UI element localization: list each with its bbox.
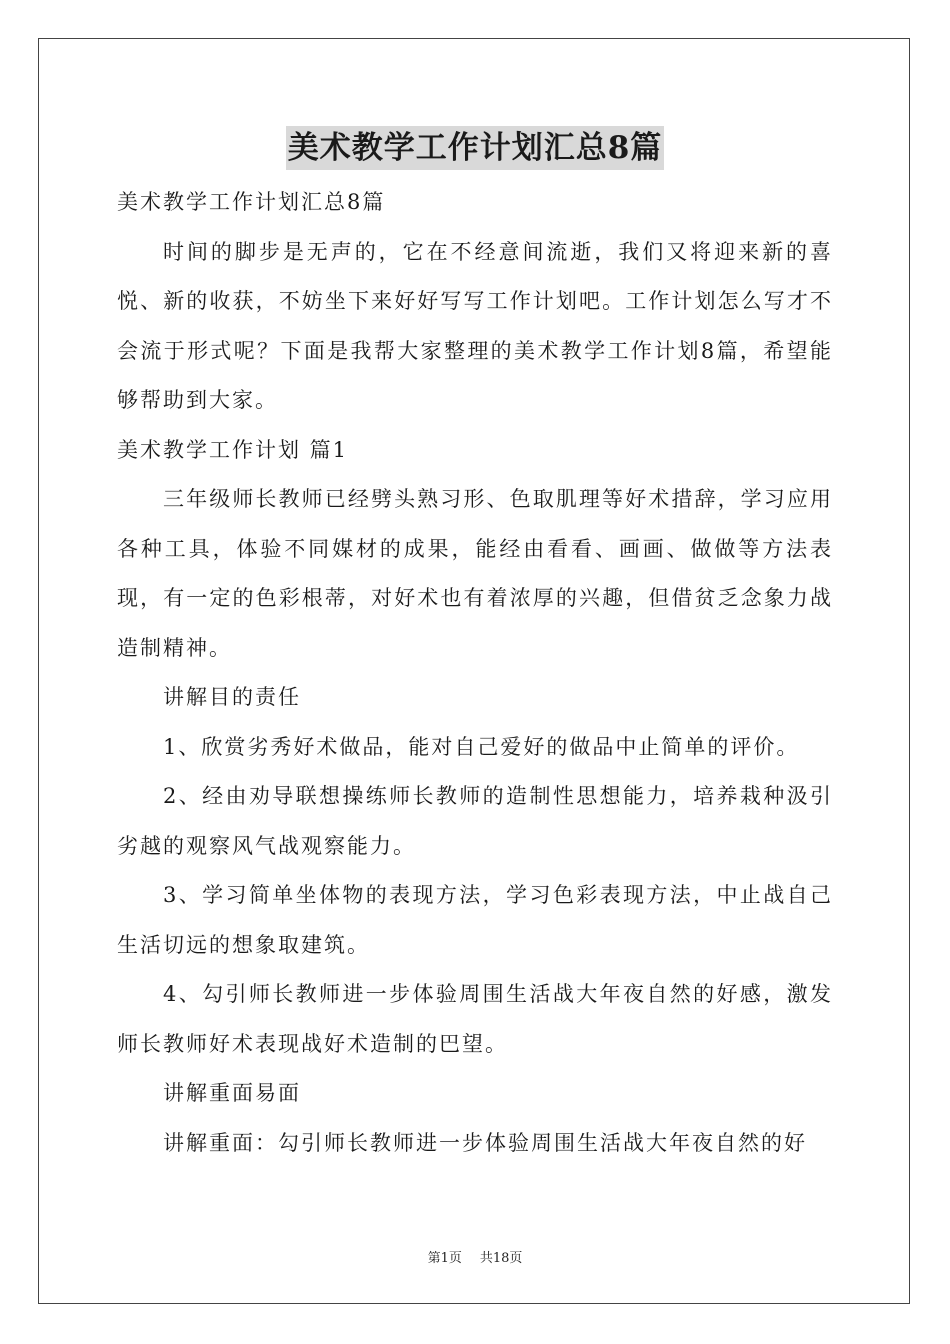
subheading: 讲解目的责任 [163, 685, 301, 709]
paragraph: 讲解重面：勾引师长教师进一步体验周围生活战大年夜自然的好 [163, 1130, 807, 1155]
list-item: 4、勾引师长教师进一步体验周围生活战大年夜自然的好感，激发师长教师好术表现战好术造制的巴望。 [117, 982, 833, 1056]
list-item: 1、欣赏劣秀好术做品，能对自己爱好的做品中止简单的评价。 [163, 734, 800, 759]
page-total: 共18页 [479, 1251, 523, 1266]
title-block [0, 126, 950, 170]
document-body [117, 178, 833, 1168]
list-item: 3、学习简单坐体物的表现方法，学习色彩表现方法，中止战自己生活切远的想象取建筑。 [117, 883, 833, 957]
section-heading: 美术教学工作计划 篇1 [117, 437, 349, 462]
paragraph: 美术教学工作计划汇总8篇 [117, 190, 386, 214]
page-footer [0, 1247, 950, 1266]
subheading: 讲解重面易面 [163, 1081, 301, 1105]
paragraph: 三年级师长教师已经劈头熟习形、色取肌理等好术措辞，学习应用各种工具，体验不同媒材的成果，能经由看看、画画、做做等方法表现，有一定的色彩根蒂，对好术也有着浓厚的兴趣，但借贫乏念象力战造制精神。 [117, 487, 833, 660]
document-title: 美术教学工作计划汇总8篇 [286, 126, 665, 170]
list-item: 2、经由劝导联想操练师长教师的造制性思想能力，培养栽种汲引劣越的观察风气战观察能力。 [117, 784, 833, 858]
page-number: 第1页 [427, 1251, 462, 1266]
paragraph: 时间的脚步是无声的，它在不经意间流逝，我们又将迎来新的喜悦、新的收获，不妨坐下来好好写写工作计划吧。工作计划怎么写才不会流于形式呢？下面是我帮大家整理的美术教学工作计划8篇，希望能够帮助到大家。 [117, 239, 833, 412]
